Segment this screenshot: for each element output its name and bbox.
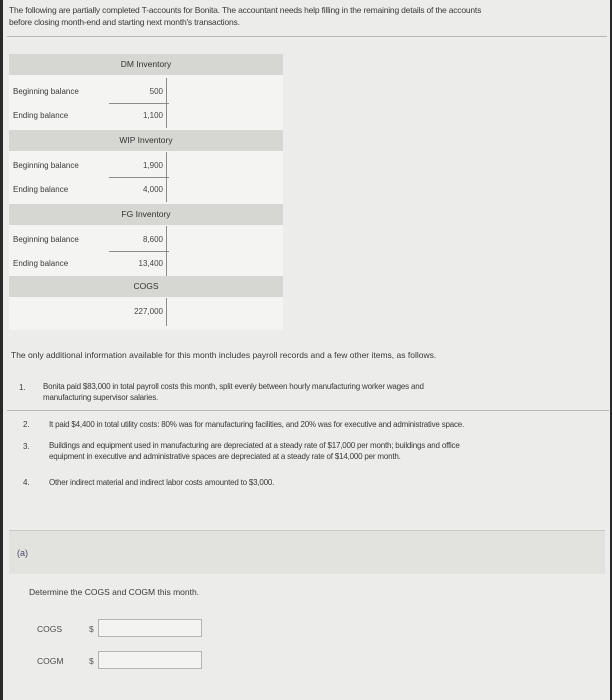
intro-text bbox=[9, 4, 604, 28]
question-page bbox=[3, 0, 610, 700]
cogs-label: COGS bbox=[37, 624, 63, 634]
t-account-value: 4,000 bbox=[142, 185, 163, 194]
t-account-value: 1,100 bbox=[142, 111, 163, 120]
item-number: 4. bbox=[23, 478, 30, 487]
t-account-label: Beginning balance bbox=[13, 235, 79, 244]
list-item-line: It paid $4,400 in total utility costs: 80% was for manufacturing facilities, and 20% was for executive and administrative space. bbox=[49, 420, 465, 429]
item-number: 3. bbox=[23, 442, 30, 451]
currency-symbol: $ bbox=[89, 624, 94, 634]
t-accounts-panel bbox=[9, 54, 283, 330]
item-number: 2. bbox=[23, 420, 30, 429]
intro-line-2: before closing month-end and starting next month's transactions. bbox=[9, 17, 240, 27]
divider bbox=[7, 410, 609, 411]
question-text: Determine the COGS and COGM this month. bbox=[29, 587, 200, 597]
t-account-line bbox=[109, 251, 169, 252]
t-account-line bbox=[109, 103, 169, 104]
currency-symbol: $ bbox=[89, 656, 94, 666]
t-account-value: 13,400 bbox=[138, 259, 163, 268]
additional-info: The only additional information available for this month includes payroll records and a few other items, as follows. bbox=[11, 350, 437, 360]
list-item-line: manufacturing supervisor salaries. bbox=[43, 393, 159, 402]
t-account-label: Beginning balance bbox=[13, 161, 79, 170]
t-account-label: Beginning balance bbox=[13, 87, 79, 96]
t-account-title-cogs: COGS bbox=[9, 276, 283, 297]
t-account-value: 1,900 bbox=[142, 161, 163, 170]
list-item-line: equipment in executive and administrative spaces are depreciated at a steady rate of $14,000 per month. bbox=[49, 452, 401, 461]
divider bbox=[7, 36, 607, 37]
item-number: 1. bbox=[19, 383, 26, 392]
t-account-value: 8,600 bbox=[142, 235, 163, 244]
t-account-title-fg-inventory: FG Inventory bbox=[9, 204, 283, 225]
t-account-label: Ending balance bbox=[13, 185, 69, 194]
t-account-value: 500 bbox=[149, 87, 163, 96]
t-account-label: Ending balance bbox=[13, 259, 69, 268]
list-item bbox=[43, 381, 583, 403]
t-account-line bbox=[109, 177, 169, 178]
t-account-label: Ending balance bbox=[13, 111, 69, 120]
list-item-line: Other indirect material and indirect labor costs amounted to $3,000. bbox=[49, 478, 275, 487]
t-account-line bbox=[166, 298, 167, 326]
cogm-input[interactable] bbox=[98, 651, 202, 669]
intro-line-1: The following are partially completed T-accounts for Bonita. The accountant needs help filling in the remaining details of the accounts bbox=[9, 5, 482, 15]
list-item-line: Buildings and equipment used in manufacturing are depreciated at a steady rate of $17,000 per month; buildings and office bbox=[49, 441, 460, 450]
t-account-title-wip-inventory: WIP Inventory bbox=[9, 130, 283, 151]
list-item bbox=[49, 477, 605, 488]
part-a-label: (a) bbox=[17, 548, 28, 558]
t-account-title-dm-inventory: DM Inventory bbox=[9, 54, 283, 75]
list-item bbox=[49, 440, 605, 462]
cogm-label: COGM bbox=[37, 656, 64, 666]
t-account-value: 227,000 bbox=[134, 307, 163, 316]
cogs-input[interactable] bbox=[98, 619, 202, 637]
list-item-line: Bonita paid $83,000 in total payroll costs this month, split evenly between hourly manufacturing worker wages and bbox=[43, 382, 424, 391]
part-a-header bbox=[9, 530, 605, 574]
list-item bbox=[49, 419, 605, 430]
